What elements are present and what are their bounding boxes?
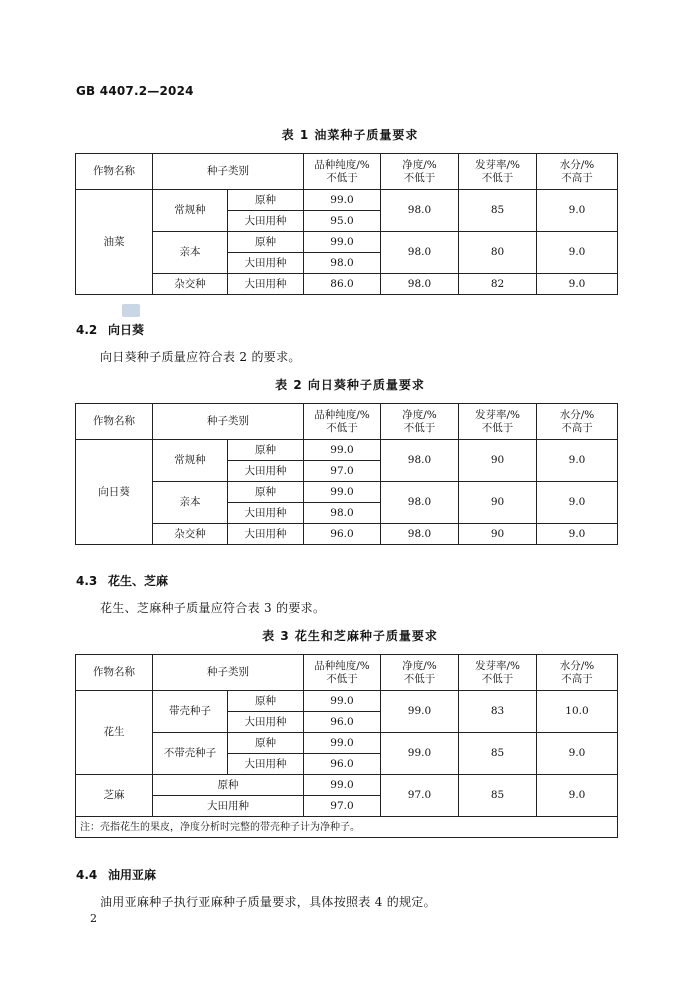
- crop-name: 芝麻: [76, 775, 153, 817]
- table-row: [76, 190, 618, 211]
- seed-grade: 大田用种: [228, 253, 304, 274]
- cleanliness-value: 99.0: [381, 733, 459, 775]
- section-4-2-heading: 4.2 向日葵: [76, 323, 145, 337]
- germination-value: 90: [459, 524, 537, 545]
- table2-caption: 表 2 向日葵种子质量要求: [275, 378, 425, 392]
- cleanliness-value: 99.0: [381, 691, 459, 733]
- seed-type: 不带壳种子: [153, 733, 228, 775]
- table3-caption: 表 3 花生和芝麻种子质量要求: [262, 629, 438, 643]
- purity-value: 97.0: [304, 461, 381, 482]
- seed-grade: 原种: [228, 440, 304, 461]
- seed-grade: 大田用种: [228, 211, 304, 232]
- germination-value: 85: [459, 190, 537, 232]
- purity-value: 96.0: [304, 712, 381, 733]
- germination-value: 82: [459, 274, 537, 295]
- header-purity: 品种纯度/% 不低于: [304, 154, 381, 190]
- moisture-value: 9.0: [537, 733, 618, 775]
- seed-grade: 原种: [153, 775, 304, 796]
- seed-grade: 原种: [228, 691, 304, 712]
- cleanliness-value: 98.0: [381, 232, 459, 274]
- seed-type: 常规种: [153, 190, 228, 232]
- seed-type: 杂交种: [153, 274, 228, 295]
- table-row: [76, 733, 618, 754]
- moisture-value: 9.0: [537, 775, 618, 817]
- header-crop: 作物名称: [76, 655, 153, 691]
- moisture-value: 9.0: [537, 482, 618, 524]
- watermark-logo: [122, 304, 140, 317]
- table-row: [76, 232, 618, 253]
- table-row: [76, 524, 618, 545]
- table-row: [76, 440, 618, 461]
- header-cleanliness: 净度/% 不低于: [381, 655, 459, 691]
- cleanliness-value: 98.0: [381, 440, 459, 482]
- standard-code: GB 4407.2—2024: [76, 84, 194, 98]
- table1: [75, 153, 618, 295]
- moisture-value: 9.0: [537, 524, 618, 545]
- germination-value: 90: [459, 440, 537, 482]
- seed-grade: 大田用种: [228, 754, 304, 775]
- purity-value: 98.0: [304, 253, 381, 274]
- header-cleanliness: 净度/% 不低于: [381, 404, 459, 440]
- table-header-row: [76, 655, 618, 691]
- table3-note: 注：壳指花生的果皮，净度分析时完整的带壳种子计为净种子。: [76, 817, 618, 838]
- header-crop: 作物名称: [76, 404, 153, 440]
- purity-value: 99.0: [304, 190, 381, 211]
- header-moisture: 水分/% 不高于: [537, 655, 618, 691]
- seed-grade: 大田用种: [228, 524, 304, 545]
- germination-value: 85: [459, 733, 537, 775]
- purity-value: 99.0: [304, 691, 381, 712]
- seed-type: 杂交种: [153, 524, 228, 545]
- header-moisture: 水分/% 不高于: [537, 154, 618, 190]
- header-crop: 作物名称: [76, 154, 153, 190]
- moisture-value: 9.0: [537, 440, 618, 482]
- table-row: [76, 775, 618, 796]
- section-4-4-text: 油用亚麻种子执行亚麻种子质量要求，具体按照表 4 的规定。: [100, 895, 436, 909]
- section-4-2-text: 向日葵种子质量应符合表 2 的要求。: [100, 350, 301, 364]
- purity-value: 99.0: [304, 440, 381, 461]
- table-row: [76, 482, 618, 503]
- section-4-3-text: 花生、芝麻种子质量应符合表 3 的要求。: [100, 601, 326, 615]
- header-germination: 发芽率/% 不低于: [459, 154, 537, 190]
- seed-type: 常规种: [153, 440, 228, 482]
- table3: [75, 654, 618, 838]
- seed-grade: 原种: [228, 733, 304, 754]
- germination-value: 80: [459, 232, 537, 274]
- page-number: 2: [90, 912, 97, 925]
- header-germination: 发芽率/% 不低于: [459, 404, 537, 440]
- germination-value: 85: [459, 775, 537, 817]
- header-category: 种子类别: [153, 655, 304, 691]
- table-row: [76, 691, 618, 712]
- cleanliness-value: 98.0: [381, 190, 459, 232]
- purity-value: 99.0: [304, 232, 381, 253]
- germination-value: 90: [459, 482, 537, 524]
- cleanliness-value: 98.0: [381, 524, 459, 545]
- crop-name: 油菜: [76, 190, 153, 295]
- header-purity: 品种纯度/% 不低于: [304, 655, 381, 691]
- purity-value: 97.0: [304, 796, 381, 817]
- purity-value: 96.0: [304, 524, 381, 545]
- cleanliness-value: 98.0: [381, 274, 459, 295]
- header-purity: 品种纯度/% 不低于: [304, 404, 381, 440]
- purity-value: 86.0: [304, 274, 381, 295]
- cleanliness-value: 97.0: [381, 775, 459, 817]
- crop-name: 花生: [76, 691, 153, 775]
- cleanliness-value: 98.0: [381, 482, 459, 524]
- header-germination: 发芽率/% 不低于: [459, 655, 537, 691]
- section-4-4-heading: 4.4 油用亚麻: [76, 868, 157, 882]
- seed-grade: 原种: [228, 190, 304, 211]
- seed-type: 亲本: [153, 232, 228, 274]
- header-category: 种子类别: [153, 404, 304, 440]
- table1-caption: 表 1 油菜种子质量要求: [281, 128, 419, 142]
- moisture-value: 9.0: [537, 274, 618, 295]
- moisture-value: 9.0: [537, 190, 618, 232]
- seed-type: 带壳种子: [153, 691, 228, 733]
- table-note-row: [76, 817, 618, 838]
- table-row: [76, 274, 618, 295]
- seed-type: 亲本: [153, 482, 228, 524]
- seed-grade: 原种: [228, 482, 304, 503]
- seed-grade: 原种: [228, 232, 304, 253]
- table2: [75, 403, 618, 545]
- header-category: 种子类别: [153, 154, 304, 190]
- seed-grade: 大田用种: [228, 503, 304, 524]
- purity-value: 99.0: [304, 775, 381, 796]
- crop-name: 向日葵: [76, 440, 153, 545]
- moisture-value: 9.0: [537, 232, 618, 274]
- seed-grade: 大田用种: [153, 796, 304, 817]
- seed-grade: 大田用种: [228, 461, 304, 482]
- purity-value: 99.0: [304, 733, 381, 754]
- germination-value: 83: [459, 691, 537, 733]
- purity-value: 98.0: [304, 503, 381, 524]
- table-header-row: [76, 154, 618, 190]
- table-header-row: [76, 404, 618, 440]
- purity-value: 95.0: [304, 211, 381, 232]
- seed-grade: 大田用种: [228, 712, 304, 733]
- purity-value: 99.0: [304, 482, 381, 503]
- header-moisture: 水分/% 不高于: [537, 404, 618, 440]
- section-4-3-heading: 4.3 花生、芝麻: [76, 574, 169, 588]
- seed-grade: 大田用种: [228, 274, 304, 295]
- header-cleanliness: 净度/% 不低于: [381, 154, 459, 190]
- moisture-value: 10.0: [537, 691, 618, 733]
- purity-value: 96.0: [304, 754, 381, 775]
